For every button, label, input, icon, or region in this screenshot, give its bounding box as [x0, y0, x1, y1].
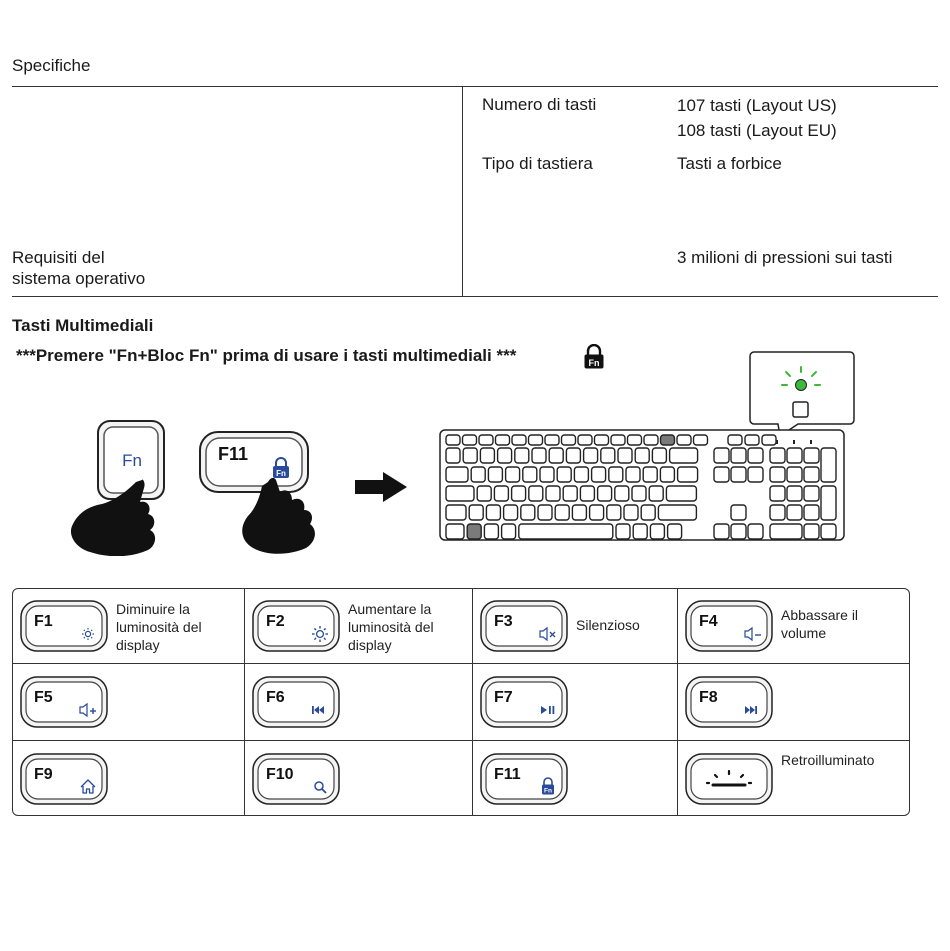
keyboard-key: [804, 524, 819, 539]
keyboard-key: [787, 505, 802, 520]
keyboard-key: [731, 505, 746, 520]
svg-text:F3: F3: [494, 613, 513, 630]
keyboard-key: [584, 448, 598, 463]
keyboard-key: [731, 448, 746, 463]
keyboard-key: [668, 524, 682, 539]
svg-text:F11: F11: [494, 766, 521, 783]
keyboard-key: [611, 435, 625, 445]
spec-label-type: Tipo di tastiera: [482, 154, 593, 173]
key-f1: [20, 600, 110, 654]
key-f11: [480, 753, 570, 807]
keyboard-key: [770, 505, 785, 520]
spec-label-os-line1: Requisiti del: [12, 248, 105, 267]
svg-text:F6: F6: [266, 689, 285, 706]
keyboard-key: [477, 486, 491, 501]
keyboard-key: [714, 524, 729, 539]
keyboard-key: [804, 505, 819, 520]
keyboard-key: [745, 435, 759, 445]
f11-key-label: F11: [218, 444, 249, 464]
specs-title: Specifiche: [12, 56, 91, 75]
keyboard-key: [484, 524, 498, 539]
keyboard-led: [776, 440, 778, 444]
keyboard-key: [748, 524, 763, 539]
keyboard-key: [678, 467, 698, 482]
key-f8: [685, 676, 775, 730]
key-description: luminosità del: [116, 619, 202, 635]
specs-top-rule: [12, 86, 938, 87]
keyboard-key: [540, 467, 554, 482]
keyboard-key: [546, 486, 560, 501]
grid-rule-2: [12, 740, 910, 741]
key-f9: [20, 753, 110, 807]
keyboard-key: [538, 505, 552, 520]
keyboard-key: [523, 467, 537, 482]
spec-label-keys: Numero di tasti: [482, 95, 597, 114]
specs-column-divider: [462, 86, 463, 296]
keyboard-key: [488, 467, 502, 482]
keyboard-key: [728, 435, 742, 445]
keyboard-key: [607, 505, 621, 520]
svg-text:F9: F9: [34, 766, 53, 783]
keyboard-key: [641, 505, 655, 520]
keyboard-key: [574, 467, 588, 482]
key-description: luminosità del: [348, 619, 434, 635]
keyboard-key: [545, 435, 559, 445]
keyboard-key: [804, 486, 819, 501]
keyboard-key: [595, 435, 609, 445]
keyboard-key: [580, 486, 594, 501]
keyboard-key: [714, 467, 729, 482]
keyboard-key: [598, 486, 612, 501]
keyboard-key: [563, 486, 577, 501]
keyboard-key: [502, 524, 516, 539]
keyboard-key: [624, 505, 638, 520]
key-description: Silenzioso: [576, 617, 640, 633]
keyboard-key: [670, 448, 698, 463]
grid-rule-1: [12, 663, 910, 664]
keyboard-key: [650, 524, 664, 539]
keyboard-key: [562, 435, 576, 445]
keyboard-key: [519, 524, 613, 539]
keyboard-key: [821, 524, 836, 539]
keyboard-key: [498, 448, 512, 463]
spec-value-type: Tasti a forbice: [677, 154, 782, 173]
keyboard-key: [677, 435, 691, 445]
keyboard-key: [787, 486, 802, 501]
keyboard-key: [512, 435, 526, 445]
keyboard-key: [549, 448, 563, 463]
keyboard-key: [446, 505, 466, 520]
keyboard-key: [506, 467, 520, 482]
grid-col-1: [244, 588, 245, 816]
keyboard-key: [529, 486, 543, 501]
keyboard-led: [810, 440, 812, 444]
spec-label-os-line2: sistema operativo: [12, 269, 146, 288]
keyboard-key: [644, 435, 658, 445]
keyboard-key: [804, 448, 819, 463]
fn-key-illustration: [66, 418, 176, 556]
keyboard-key: [643, 467, 657, 482]
keyboard-key: [804, 467, 819, 482]
svg-text:F10: F10: [266, 766, 294, 783]
keyboard-key: [628, 435, 642, 445]
keyboard-key: [787, 448, 802, 463]
key-description: display: [116, 637, 160, 653]
svg-text:F1: F1: [34, 613, 53, 630]
keyboard-key: [572, 505, 586, 520]
keyboard-key: [592, 467, 606, 482]
fn-lock-led-icon: [796, 380, 807, 391]
keyboard-key: [480, 448, 494, 463]
svg-text:F5: F5: [34, 689, 53, 706]
key-f10: [252, 753, 342, 807]
keyboard-key: [821, 448, 836, 482]
keyboard-key: [616, 524, 630, 539]
svg-text:Fn: Fn: [544, 787, 552, 795]
key-description: display: [348, 637, 392, 653]
spec-value-keys-us: 107 tasti (Layout US): [677, 96, 837, 115]
keyboard-key: [512, 486, 526, 501]
key-backlight: [685, 753, 775, 807]
keyboard-key: [496, 435, 510, 445]
keyboard-key: [532, 448, 546, 463]
keyboard-key: [463, 435, 477, 445]
keyboard-key: [609, 467, 623, 482]
keyboard-key: [463, 448, 477, 463]
keyboard-key: [557, 467, 571, 482]
svg-text:F2: F2: [266, 613, 285, 630]
svg-text:F7: F7: [494, 689, 513, 706]
spec-value-presses: 3 milioni di pressioni sui tasti: [677, 248, 893, 267]
keyboard-key: [660, 467, 674, 482]
keyboard-key: [770, 467, 785, 482]
keyboard-key: [618, 448, 632, 463]
keyboard-key: [658, 505, 696, 520]
keyboard-key: [486, 505, 500, 520]
keyboard-key: [601, 448, 615, 463]
key-f7: [480, 676, 570, 730]
specs-bottom-rule: [12, 296, 938, 297]
keyboard-key: [787, 467, 802, 482]
multimedia-title: Tasti Multimediali: [12, 316, 154, 335]
keyboard-key: [469, 505, 483, 520]
key-f2: [252, 600, 342, 654]
keyboard-key: [529, 435, 543, 445]
key-f5: [20, 676, 110, 730]
keyboard-key: [770, 524, 802, 539]
keyboard-key: [632, 486, 646, 501]
key-f3: [480, 600, 570, 654]
key-description: Abbassare il: [781, 607, 859, 623]
key-description: volume: [781, 625, 827, 641]
keyboard-key: [504, 505, 518, 520]
keyboard-key: [770, 448, 785, 463]
keyboard-key: [633, 524, 647, 539]
keyboard-key: [649, 486, 663, 501]
key-f6: [252, 676, 342, 730]
keyboard-key: [578, 435, 592, 445]
keyboard-key: [615, 486, 629, 501]
keyboard-key: [762, 435, 776, 445]
keyboard-key: [479, 435, 493, 445]
fn-lock-instruction: ***Premere "Fn+Bloc Fn" prima di usare i tasti multimediali ***: [16, 346, 517, 365]
f11-key-illustration: [198, 430, 333, 558]
spec-value-keys-eu: 108 tasti (Layout EU): [677, 121, 837, 140]
keyboard-led: [793, 440, 795, 444]
keyboard-key: [666, 486, 696, 501]
keyboard-key: [652, 448, 666, 463]
keyboard-key: [494, 486, 508, 501]
keyboard-key: [590, 505, 604, 520]
fn-key-label: Fn: [122, 451, 142, 470]
keyboard-key: [566, 448, 580, 463]
keyboard-key: [446, 467, 468, 482]
keyboard-key: [635, 448, 649, 463]
keyboard-key: [748, 448, 763, 463]
key-description: Retroilluminato: [781, 752, 875, 768]
keyboard-key: [626, 467, 640, 482]
keyboard-key: [694, 435, 708, 445]
key-f4: [685, 600, 775, 654]
svg-text:Fn: Fn: [276, 469, 286, 478]
svg-text:F4: F4: [699, 613, 718, 630]
grid-col-3: [677, 588, 678, 816]
keyboard-illustration: [438, 350, 858, 545]
keyboard-key: [521, 505, 535, 520]
keyboard-key: [467, 524, 481, 539]
key-description: Aumentare la: [348, 601, 432, 617]
key-description: Diminuire la: [116, 601, 190, 617]
keyboard-key: [821, 486, 836, 520]
svg-text:Fn: Fn: [588, 358, 600, 368]
keyboard-key: [515, 448, 529, 463]
keyboard-key: [446, 448, 460, 463]
keyboard-key: [446, 524, 464, 539]
grid-col-2: [472, 588, 473, 816]
keyboard-key: [446, 435, 460, 445]
keyboard-key: [446, 486, 474, 501]
arrow-right-icon: [355, 472, 407, 502]
keyboard-key: [471, 467, 485, 482]
keyboard-key: [731, 467, 746, 482]
keyboard-key: [770, 486, 785, 501]
svg-text:F8: F8: [699, 689, 718, 706]
keyboard-key: [555, 505, 569, 520]
keyboard-key: [714, 448, 729, 463]
keyboard-key: [748, 467, 763, 482]
keyboard-key: [661, 435, 675, 445]
keyboard-key: [731, 524, 746, 539]
